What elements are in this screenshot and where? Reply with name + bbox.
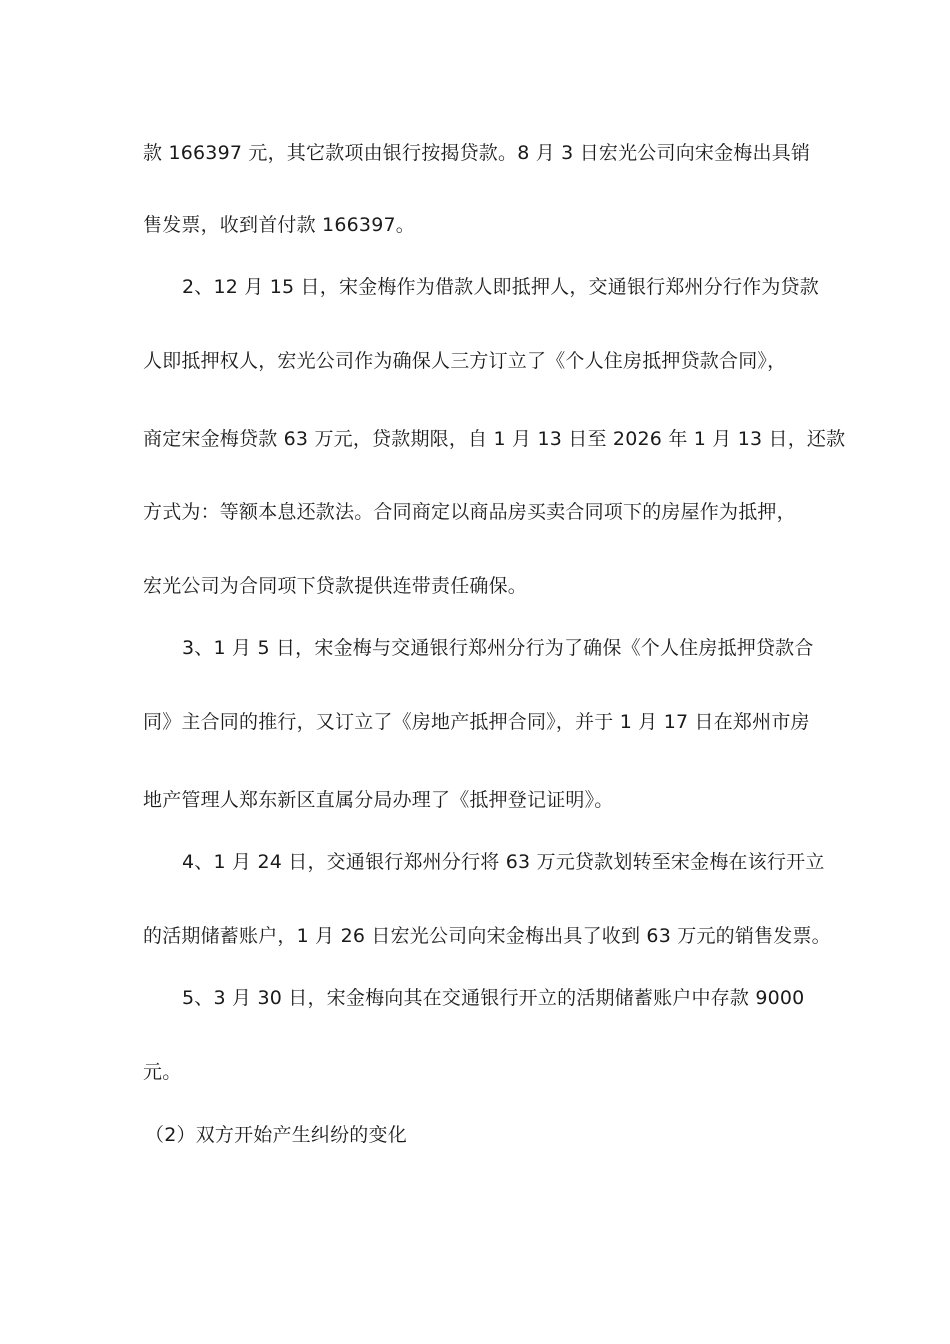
paragraph-2-line-2: 人即抵押权人，宏光公司作为确保人三方订立了《个人住房抵押贷款合同》， — [143, 350, 787, 372]
paragraph-3-line-2: 同》主合同的推行，又订立了《房地产抵押合同》，并于 1 月 17 日在郑州市房 — [143, 711, 810, 733]
text-line-1: 款 166397 元，其它款项由银行按揭贷款。8 月 3 日宏光公司向宋金梅出具销 — [143, 142, 811, 164]
text-line-2: 售发票，收到首付款 166397。 — [143, 214, 415, 236]
section-heading: （2）双方开始产生纠纷的变化 — [145, 1124, 407, 1146]
paragraph-5-line-2: 元。 — [143, 1061, 182, 1083]
paragraph-3-line-3: 地产管理人郑东新区直属分局办理了《抵押登记证明》。 — [143, 789, 614, 811]
paragraph-2-line-4: 方式为：等额本息还款法。合同商定以商品房买卖合同项下的房屋作为抵押， — [143, 501, 796, 523]
paragraph-2-line-5: 宏光公司为合同项下贷款提供连带责任确保。 — [143, 575, 528, 597]
paragraph-2-line-3: 商定宋金梅贷款 63 万元，贷款期限，自 1 月 13 日至 2026 年 1 月 13 日，还款 — [143, 428, 846, 450]
paragraph-5-line-1: 5、3 月 30 日，宋金梅向其在交通银行开立的活期储蓄账户中存款 9000 — [182, 987, 805, 1009]
paragraph-3-line-1: 3、1 月 5 日，宋金梅与交通银行郑州分行为了确保《个人住房抵押贷款合 — [182, 637, 814, 659]
paragraph-4-line-2: 的活期储蓄账户，1 月 26 日宏光公司向宋金梅出具了收到 63 万元的销售发票。 — [143, 925, 831, 947]
paragraph-2-line-1: 2、12 月 15 日，宋金梅作为借款人即抵押人，交通银行郑州分行作为贷款 — [182, 276, 819, 298]
paragraph-4-line-1: 4、1 月 24 日，交通银行郑州分行将 63 万元贷款划转至宋金梅在该行开立 — [182, 851, 825, 873]
